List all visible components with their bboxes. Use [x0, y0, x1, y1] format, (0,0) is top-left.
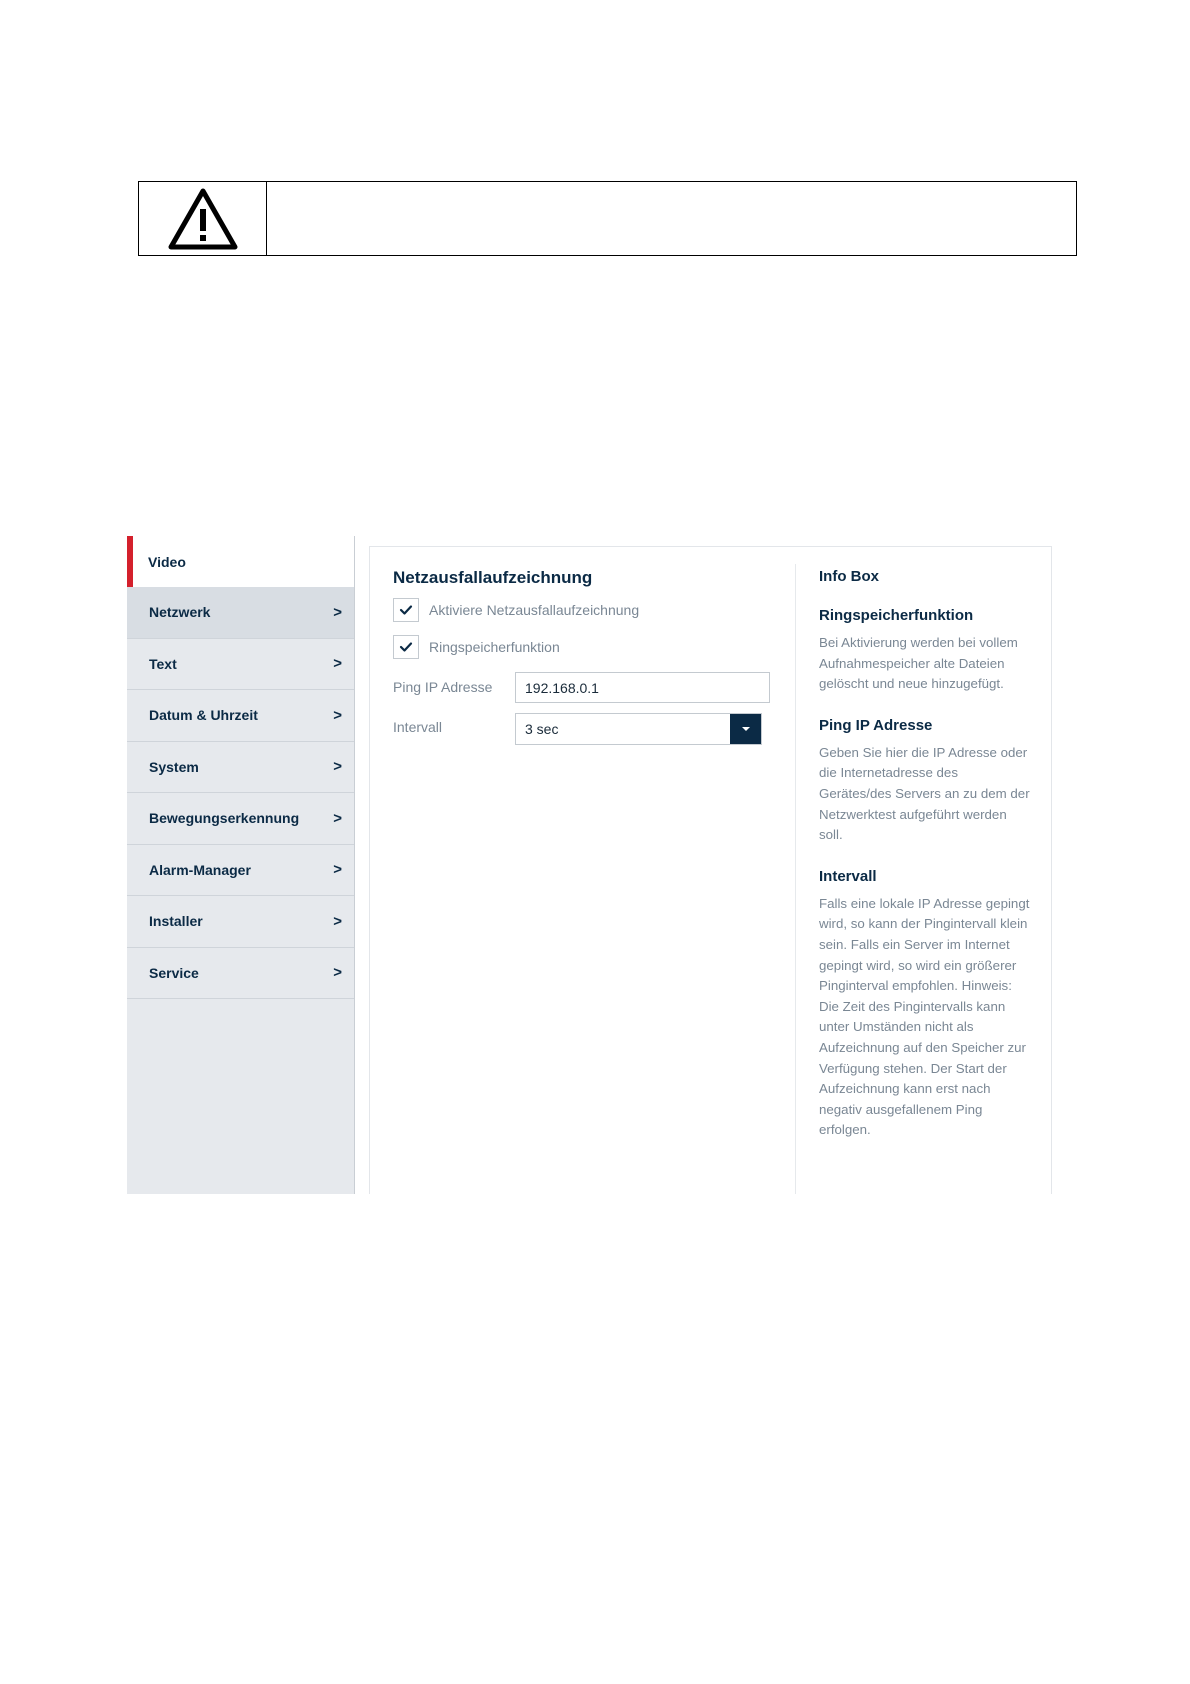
sidebar-item-text[interactable] [127, 639, 354, 691]
caret-down-icon [741, 726, 751, 732]
sidebar-item-label: Text [149, 655, 177, 672]
info-text-ringspeicher: Bei Aktivierung werden bei vollem Aufnahmespeicher alte Dateien gelöscht und neue hinzugefügt. [819, 635, 1018, 692]
sidebar-item-installer[interactable] [127, 896, 354, 948]
warning-text-cell [267, 182, 1076, 255]
sidebar-item-system[interactable] [127, 742, 354, 794]
warning-box [138, 181, 1077, 256]
interval-label: Intervall [393, 719, 443, 735]
activate-checkbox[interactable] [393, 598, 419, 622]
chevron-right-icon: > [333, 603, 342, 621]
sidebar-item-label: Alarm-Manager [149, 861, 251, 878]
chevron-right-icon: > [333, 809, 342, 827]
ring-checkbox-row [393, 635, 560, 659]
chevron-right-icon: > [333, 912, 342, 930]
chevron-right-icon: > [333, 861, 342, 879]
info-heading-ringspeicher: Ringspeicherfunktion [819, 607, 974, 624]
ping-ip-input[interactable] [515, 672, 770, 703]
sidebar-item-label: Video [148, 553, 186, 570]
sidebar-item-bewegungserkennung[interactable] [127, 793, 354, 845]
interval-select-value: 3 sec [525, 721, 559, 737]
interval-select[interactable] [515, 713, 762, 745]
sidebar-item-alarm-manager[interactable] [127, 845, 354, 897]
sidebar [127, 536, 355, 1194]
chevron-right-icon: > [333, 758, 342, 776]
chevron-right-icon: > [333, 706, 342, 724]
ping-ip-label: Ping IP Adresse [393, 679, 493, 695]
ring-checkbox-label: Ringspeicherfunktion [429, 639, 560, 655]
sidebar-item-netzwerk[interactable] [127, 587, 354, 639]
check-icon [399, 641, 413, 653]
sidebar-item-label: System [149, 758, 199, 775]
check-icon [399, 604, 413, 616]
info-box [819, 568, 1034, 1163]
activate-checkbox-label: Aktiviere Netzausfallaufzeichnung [429, 602, 640, 618]
ring-checkbox[interactable] [393, 635, 419, 659]
page-title: Netzausfallaufzeichnung [393, 568, 593, 587]
info-box-title: Info Box [819, 568, 879, 585]
info-heading-ping: Ping IP Adresse [819, 716, 933, 734]
sidebar-item-service[interactable] [127, 948, 354, 1000]
sidebar-item-label: Service [149, 964, 199, 981]
sidebar-item-label: Bewegungserkennung [149, 810, 300, 827]
sidebar-item-video[interactable] [127, 536, 354, 587]
sidebar-item-label: Installer [149, 913, 203, 930]
sidebar-item-label: Netzwerk [149, 604, 211, 621]
info-heading-intervall: Intervall [819, 867, 877, 885]
activate-checkbox-row [393, 598, 639, 622]
warning-triangle-icon [168, 187, 238, 251]
chevron-right-icon: > [333, 964, 342, 982]
info-text-intervall: Falls eine lokale IP Adresse gepingt wird, so kann der Pingintervall klein sein. Falls ein Server im Internet gepingt wird, so wird ein größerer Pinginterval empfohlen. Hinweis: Die Zeit des Pingintervalls kann unter Umständen nicht als Aufzeichnung auf den Speicher zur Verfügung stehen. Der Start der Aufzeichnung kann erst nach negativ ausgefallenem Ping erfolgen. [819, 895, 1030, 1138]
chevron-right-icon: > [333, 655, 342, 673]
dropdown-button[interactable] [730, 714, 761, 744]
panel-divider [795, 564, 796, 1194]
sidebar-item-label: Datum & Uhrzeit [149, 707, 258, 724]
sidebar-item-datum-uhrzeit[interactable] [127, 690, 354, 742]
warning-icon-cell [139, 182, 267, 255]
info-text-ping: Geben Sie hier die IP Adresse oder die Internetadresse des Gerätes/des Servers an zu dem der Netzwerktest aufgeführt werden soll. [819, 744, 1030, 843]
